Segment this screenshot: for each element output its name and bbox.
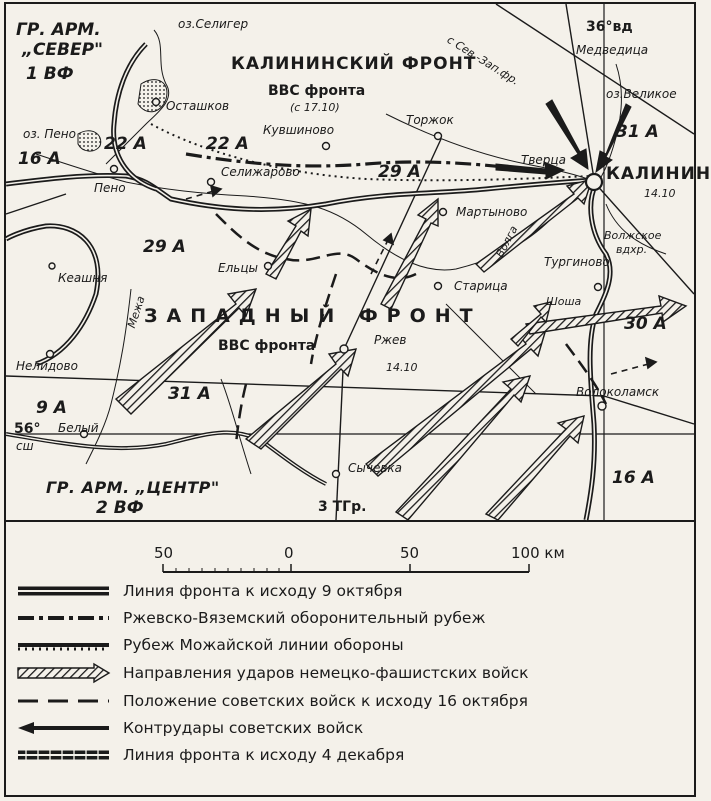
legend-symbol-soviet-oct16 (16, 693, 111, 709)
legend-symbol-front-dec4 (16, 747, 111, 763)
army-30-label: 30 А (624, 314, 667, 334)
legend-item-mozhaisk (16, 634, 404, 656)
army-31-south-label: 31 А (168, 384, 211, 404)
air-fleet-1-label: 1 ВФ (26, 64, 74, 84)
city-ostashkov (153, 99, 160, 106)
railway-west (6, 194, 66, 214)
scale-tick-right: 100 км (511, 544, 565, 562)
legend-text-mozhaisk: Рубеж Можайской линии обороны (123, 636, 404, 654)
attack-arrow-4 (381, 199, 438, 309)
scale-tick-mid: 50 (400, 544, 420, 562)
staritsa-label: Старица (454, 279, 508, 293)
map-area (6, 4, 711, 522)
nelidovo-label: Нелидово (16, 359, 78, 373)
legend-item-front-dec4 (16, 744, 404, 766)
army-group-north-label-2: „СЕВЕР" (22, 40, 103, 60)
legend-symbol-rzhev-vyazma (16, 610, 111, 626)
city-rzhev (340, 345, 348, 353)
selizharovo-label: Селижарово (221, 165, 300, 179)
lake-seliger-label: оз.Селигер (178, 17, 249, 31)
scale-tick-left: 50 (154, 544, 174, 562)
tank-group-3-label: 3 ТГр. (318, 499, 367, 515)
legend-text-front-dec4: Линия фронта к исходу 4 декабря (123, 746, 405, 764)
western-front-label: ЗАПАДНЫЙ ФРОНТ (144, 305, 482, 327)
martynovo-label: Мартыново (456, 205, 528, 219)
city-sychevka (333, 471, 340, 478)
city-martynovo (440, 209, 447, 216)
city-kuvshinovo (323, 143, 330, 150)
lake-peno (78, 131, 101, 151)
legend-item-front-oct9 (16, 580, 402, 602)
city-peno (111, 166, 118, 173)
legend-text-german-attack: Направления ударов немецко-фашистских войск (123, 664, 529, 682)
scale-bar (161, 562, 541, 576)
river-south (221, 379, 251, 474)
map-figure (4, 2, 711, 797)
torzhok-label: Торжок (406, 113, 454, 127)
army-29-north-label: 29 А (378, 162, 421, 182)
western-vvs-label: ВВС фронта (218, 338, 316, 354)
legend-symbol-mozhaisk (16, 637, 111, 653)
meridian-label: 36°вд (586, 19, 633, 35)
legend-text-soviet-oct16: Положение советских войск к исходу 16 октября (123, 692, 528, 710)
medveditsa-river-label: Медведица (576, 43, 649, 57)
eltsy-label: Ельцы (218, 261, 258, 275)
turginovo-label: Тургиново (544, 255, 610, 269)
volzhskoe-label-1: Волжское (604, 229, 662, 242)
legend-symbol-front-oct9 (16, 583, 111, 599)
army-group-north-label-1: ГР. АРМ. (16, 20, 101, 40)
legend-text-rzhev-vyazma: Ржевско-Вяземский оборонительный рубеж (123, 609, 486, 627)
army-22-mid-label: 22 А (206, 134, 249, 154)
city-turginovo (595, 284, 602, 291)
legend-symbol-german-attack (16, 663, 111, 683)
parallel-56-label: 56° (14, 421, 41, 437)
army-31-ne-label: 31 А (616, 122, 659, 142)
sychevka-label: Сычевка (348, 461, 402, 475)
scale-tick-zero: 0 (284, 544, 294, 562)
rzhev-date-label: 14.10 (386, 361, 418, 374)
city-volokolamsk (598, 402, 606, 410)
tvertsa-label: Тверца (521, 153, 566, 167)
kalinin-front-label: КАЛИНИНСКИЙ ФРОНТ (231, 54, 477, 74)
lake-peno-label: оз. Пено (23, 127, 76, 141)
legend-text-counterattack: Контрудары советских войск (123, 719, 364, 737)
volzhskoe-label-2: вдхр. (616, 243, 648, 256)
northwest-front-label: с Сев.-Зап.фр. (444, 33, 522, 88)
city-torzhok (435, 133, 442, 140)
kalinin-date-label: 14.10 (644, 187, 676, 200)
army-16-south-label: 16 А (612, 468, 655, 488)
legend-symbol-counterattack (16, 720, 111, 736)
legend-text-front-oct9: Линия фронта к исходу 9 октября (123, 582, 403, 600)
army-group-center-label: ГР. АРМ. „ЦЕНТР" (46, 478, 220, 497)
shosha-river-label: Шоша (546, 295, 582, 308)
city-eltsy (265, 263, 272, 270)
rzhev-label: Ржев (374, 333, 407, 347)
railway-volokolamsk (604, 396, 694, 424)
legend-item-german-attack (16, 662, 529, 684)
attack-arrow-3 (266, 209, 311, 279)
parallel-sh-label: сш (16, 439, 34, 453)
volokolamsk-label: Волоколамск (576, 385, 660, 399)
ostashkov-label: Осташков (166, 99, 230, 113)
city-staritsa (435, 283, 442, 290)
army-16-west-label: 16 А (18, 149, 61, 169)
legend-item-counterattack (16, 717, 363, 739)
mezha-river (86, 289, 131, 464)
kuvshinovo-label: Кувшиново (263, 123, 335, 137)
air-fleet-2-label: 2 ВФ (96, 498, 144, 518)
city-kalinin (586, 174, 602, 190)
city-nelidovo (47, 351, 54, 358)
city-keashnya (49, 263, 55, 269)
army-9-label: 9 А (36, 398, 67, 418)
volga-label: Волга (493, 223, 521, 260)
legend-item-soviet-oct16 (16, 690, 528, 712)
army-22-west-label: 22 А (104, 134, 147, 154)
legend-item-rzhev-vyazma (16, 607, 485, 629)
lake-velikoe-label: оз.Великое (606, 87, 677, 101)
attack-arrow-7 (486, 416, 584, 520)
mezha-river-label: Межа (125, 294, 148, 330)
kalinin-vvs-date-label: (с 17.10) (290, 101, 340, 114)
legend (6, 522, 694, 795)
belyi-label: Белый (58, 421, 99, 435)
kalinin-vvs-label: ВВС фронта (268, 83, 366, 99)
army-29-west-label: 29 А (143, 237, 186, 257)
peno-label: Пено (94, 181, 126, 195)
kalinin-city-label: КАЛИНИН (606, 164, 711, 184)
city-selizharovo (208, 179, 215, 186)
keashnya-label: Кеашня (58, 271, 108, 285)
